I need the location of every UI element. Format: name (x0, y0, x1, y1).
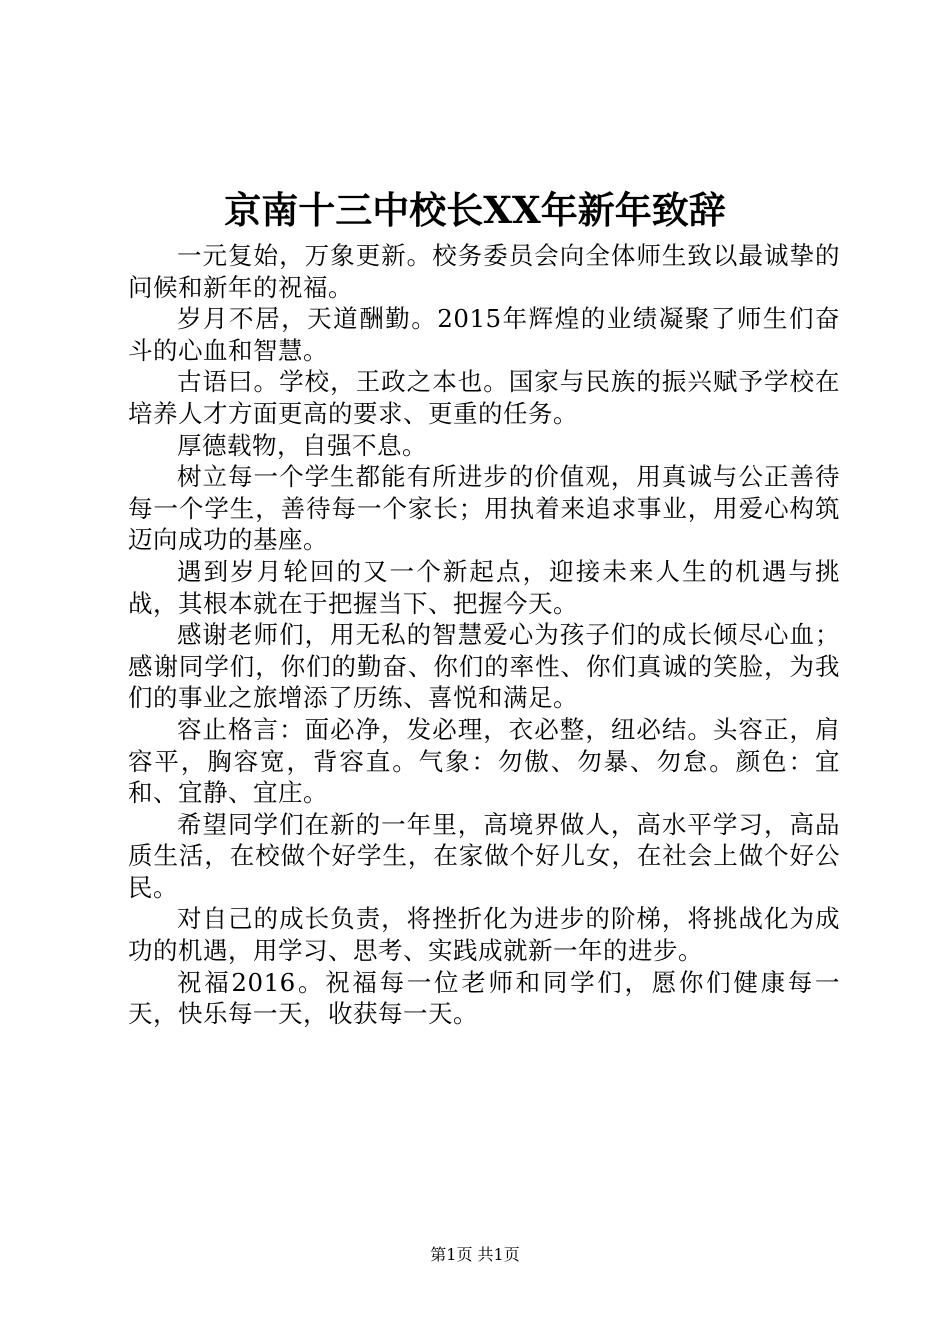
paragraph: 感谢老师们，用无私的智慧爱心为孩子们的成长倾尽心血；感谢同学们，你们的勤奋、你们的率性、你们真诚的笑脸，为我们的事业之旅增添了历练、喜悦和满足。 (128, 620, 840, 713)
page-footer: 第1页 共1页 (430, 1245, 520, 1264)
paragraph: 厚德载物，自强不息。 (177, 430, 427, 460)
paragraph: 古语曰。学校，王政之本也。国家与民族的振兴赋予学校在培养人才方面更高的要求、更重的任务。 (128, 367, 840, 428)
paragraph: 对自己的成长负责，将挫折化为进步的阶梯，将挑战化为成功的机遇，用学习、思考、实践成就新一年的进步。 (128, 904, 840, 966)
paragraph: 希望同学们在新的一年里，高境界做人，高水平学习，高品质生活，在校做个好学生，在家做个好儿女，在社会上做个好公民。 (128, 809, 840, 902)
paragraph: 容止格言：面必净，发必理，衣必整，纽必结。头容正，肩容平，胸容宽，背容直。气象：勿傲、勿暴、勿怠。颜色：宜和、宜静、宜庄。 (128, 714, 840, 808)
document-body (128, 240, 840, 1030)
paragraph: 遇到岁月轮回的又一个新起点，迎接未来人生的机遇与挑战，其根本就在于把握当下、把握今天。 (128, 556, 840, 618)
paragraph: 祝福2016。祝福每一位老师和同学们，愿你们健康每一天，快乐每一天，收获每一天。 (128, 967, 840, 1029)
paragraph: 一元复始，万象更新。校务委员会向全体师生致以最诚挚的问候和新年的祝福。 (128, 241, 840, 302)
paragraph: 岁月不居，天道酬勤。2015年辉煌的业绩凝聚了师生们奋斗的心血和智慧。 (128, 304, 840, 365)
paragraph: 树立每一个学生都能有所进步的价值观，用真诚与公正善待每一个学生，善待每一个家长；用执着来追求事业，用爱心构筑迈向成功的基座。 (128, 462, 840, 555)
page-title: 京南十三中校长XX年新年致辞 (224, 188, 726, 232)
